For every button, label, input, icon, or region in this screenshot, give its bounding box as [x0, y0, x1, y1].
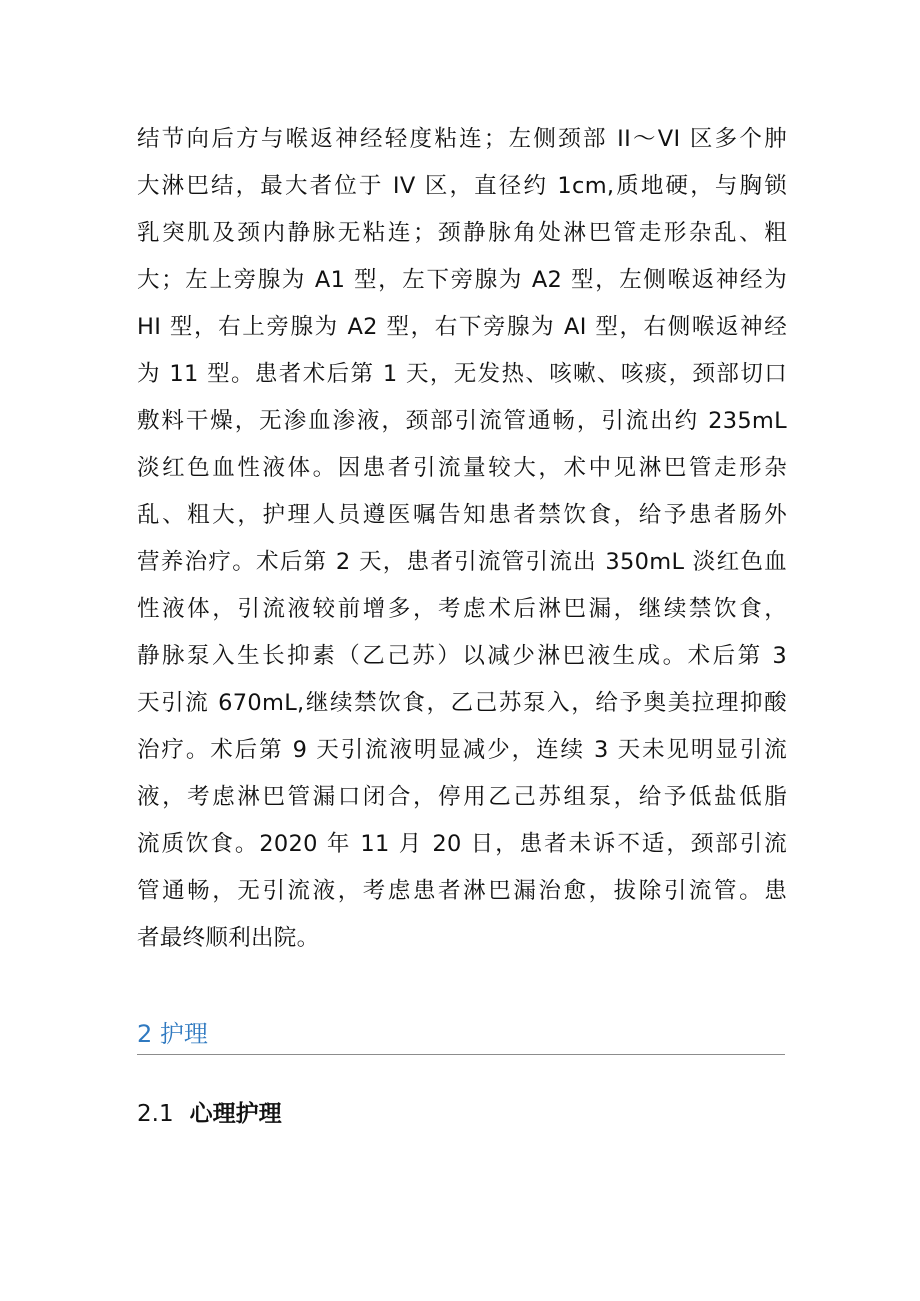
text-line-7: 敷料干燥，无渗血渗液，颈部引流管通畅，引流出约 235mL [137, 408, 787, 434]
text-line-10: 营养治疗。术后第 2 天，患者引流管引流出 350mL 淡红色血 [137, 549, 787, 575]
section-heading: 2 护理 [137, 1020, 208, 1048]
subsection-heading [137, 1094, 282, 1134]
text-line-13: 天引流 670mL,继续禁饮食，乙己苏泵入，给予奥美拉理抑酸 [137, 690, 787, 716]
text-line-12: 静脉泵入生长抑素（乙己苏）以减少淋巴液生成。术后第 3 [137, 643, 787, 669]
text-line-15: 液，考虑淋巴管漏口闭合，停用乙己苏组泵，给予低盐低脂 [137, 784, 787, 810]
text-line-9: 乱、粗大，护理人员遵医嘱告知患者禁饮食，给予患者肠外 [137, 502, 787, 528]
text-line-5: HI 型，右上旁腺为 A2 型，右下旁腺为 AI 型，右侧喉返神经 [137, 314, 787, 340]
text-line-17: 管通畅，无引流液，考虑患者淋巴漏治愈，拔除引流管。患 [137, 878, 787, 904]
text-line-1: 结节向后方与喉返神经轻度粘连；左侧颈部 II～VI 区多个肿 [137, 126, 787, 152]
text-line-8: 淡红色血性液体。因患者引流量较大，术中见淋巴管走形杂 [137, 455, 787, 481]
text-line-6: 为 11 型。患者术后第 1 天，无发热、咳嗽、咳痰，颈部切口 [137, 361, 787, 387]
subsection-title: 心理护理 [189, 1101, 282, 1127]
section-divider [137, 1054, 785, 1055]
text-line-3: 乳突肌及颈内静脉无粘连；颈静脉角处淋巴管走形杂乱、粗 [137, 220, 787, 246]
text-line-16: 流质饮食。2020 年 11 月 20 日，患者未诉不适，颈部引流 [137, 831, 787, 857]
text-line-18: 者最终顺利出院。 [137, 925, 320, 951]
text-line-4: 大；左上旁腺为 A1 型，左下旁腺为 A2 型，左侧喉返神经为 [137, 267, 787, 293]
subsection-number: 2.1 [137, 1101, 174, 1127]
text-line-2: 大淋巴结，最大者位于 IV 区，直径约 1cm,质地硬，与胸锁 [137, 173, 787, 199]
text-line-14: 治疗。术后第 9 天引流液明显减少，连续 3 天未见明显引流 [137, 737, 787, 763]
text-line-11: 性液体，引流液较前增多，考虑术后淋巴漏，继续禁饮食， [137, 596, 787, 622]
body-paragraph [137, 116, 787, 962]
